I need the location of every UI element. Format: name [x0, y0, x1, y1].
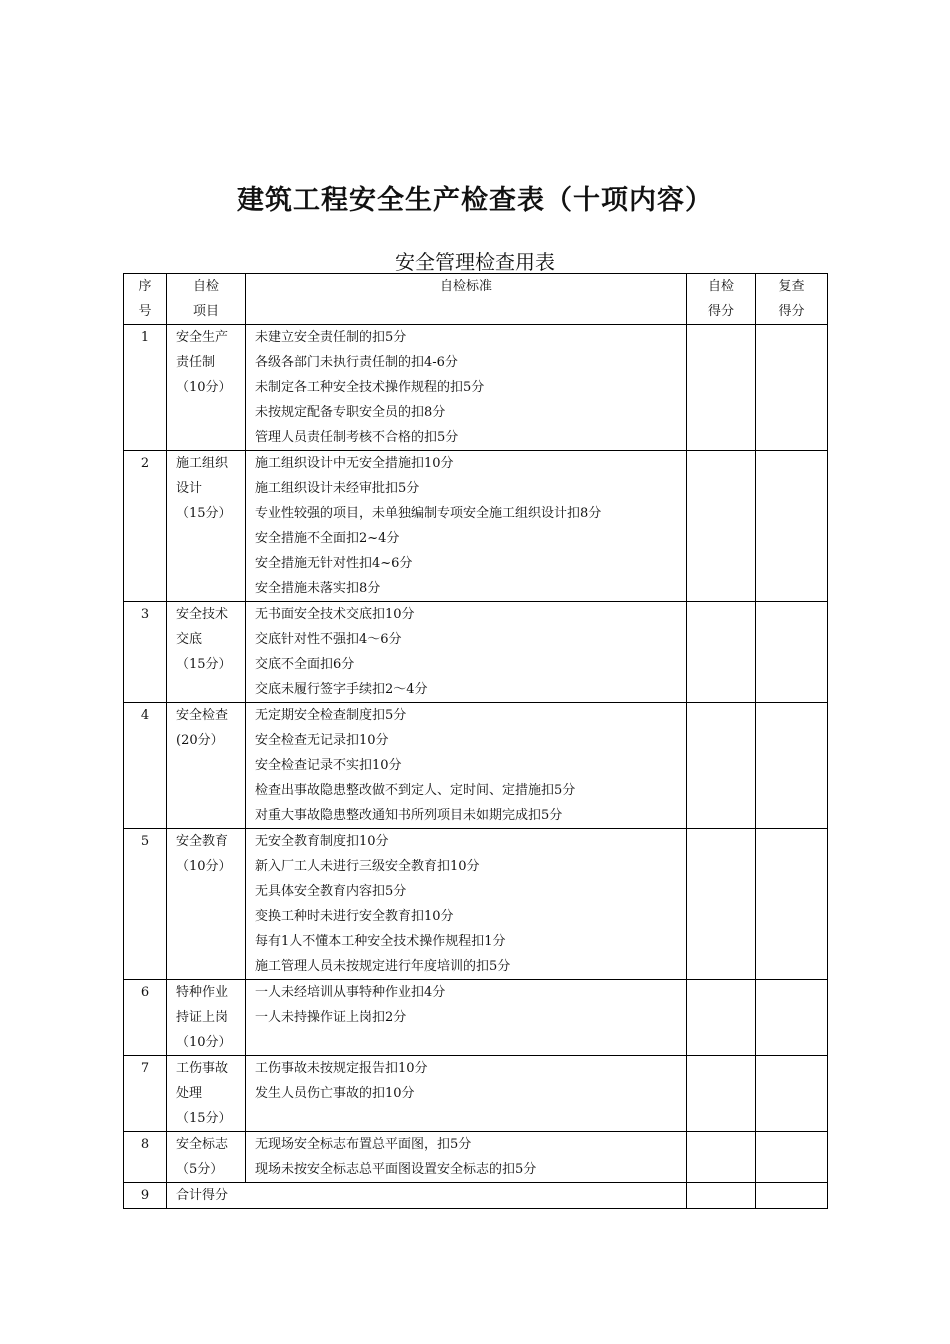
header-self-line1: 自检 — [707, 279, 734, 294]
recheck-score-cell[interactable] — [756, 980, 828, 1056]
table-row — [124, 703, 828, 829]
header-item — [167, 274, 246, 325]
row-number — [124, 602, 167, 703]
row-item — [167, 325, 246, 451]
row-item — [167, 829, 246, 980]
self-score-cell[interactable] — [687, 1183, 756, 1209]
standard-line: 专业性较强的项目，未单独编制专项安全施工组织设计扣8分 — [255, 506, 602, 521]
recheck-score-cell[interactable] — [756, 325, 828, 451]
standard-line: 各级各部门未执行责任制的扣4-6分 — [255, 355, 458, 370]
row-number-text: 6 — [140, 985, 150, 1000]
standard-line: 交底未履行签字手续扣2～4分 — [255, 682, 428, 697]
row-number — [124, 325, 167, 451]
standard-line: 未按规定配备专职安全员的扣8分 — [255, 405, 446, 420]
standard-line: 无安全教育制度扣10分 — [255, 834, 389, 849]
self-score-cell[interactable] — [687, 1132, 756, 1183]
row-number-text: 9 — [140, 1188, 150, 1203]
row-item-line: 特种作业 — [176, 985, 229, 1000]
row-item-line: 施工组织 — [176, 456, 229, 471]
row-item — [167, 1183, 687, 1209]
standard-line: 对重大事故隐患整改通知书所列项目未如期完成扣5分 — [255, 808, 563, 823]
standard-line: 无定期安全检查制度扣5分 — [255, 708, 407, 723]
standard-line: 管理人员责任制考核不合格的扣5分 — [255, 430, 459, 445]
row-item-line: 安全技术 — [176, 607, 229, 622]
row-number — [124, 1056, 167, 1132]
self-score-cell[interactable] — [687, 980, 756, 1056]
row-number-text: 3 — [140, 607, 150, 622]
standard-line: 检查出事故隐患整改做不到定人、定时间、定措施扣5分 — [255, 783, 576, 798]
row-item-line: 安全生产 — [176, 330, 229, 345]
recheck-score-cell[interactable] — [756, 1183, 828, 1209]
standard-line: 安全检查记录不实扣10分 — [255, 758, 402, 773]
standard-line: 未建立安全责任制的扣5分 — [255, 330, 407, 345]
standard-line: 新入厂工人未进行三级安全教育扣10分 — [255, 859, 480, 874]
header-item-line1: 自检 — [192, 279, 219, 294]
table-row — [124, 829, 828, 980]
row-standards — [246, 1132, 687, 1183]
standard-line: 安全措施不全面扣2~4分 — [255, 531, 400, 546]
standard-line: 无现场安全标志布置总平面图，扣5分 — [255, 1137, 472, 1152]
standard-line: 无书面安全技术交底扣10分 — [255, 607, 415, 622]
row-item — [167, 602, 246, 703]
row-number — [124, 703, 167, 829]
table-row — [124, 1183, 828, 1209]
inspection-table — [123, 273, 828, 1209]
row-item — [167, 1132, 246, 1183]
row-number — [124, 1132, 167, 1183]
row-item-line: (20分） — [176, 733, 224, 748]
standard-line: 施工管理人员未按规定进行年度培训的扣5分 — [255, 959, 511, 974]
standard-line: 变换工种时未进行安全教育扣10分 — [255, 909, 454, 924]
row-standards — [246, 1056, 687, 1132]
standard-line: 一人未经培训从事特种作业扣4分 — [255, 985, 446, 1000]
standard-line: 施工组织设计中无安全措施扣10分 — [255, 456, 454, 471]
header-item-line2: 项目 — [192, 304, 219, 319]
standard-line: 交底针对性不强扣4～6分 — [255, 632, 402, 647]
header-no-line1: 序 — [138, 279, 152, 294]
row-item-line: 处理 — [176, 1086, 203, 1101]
table-row — [124, 1132, 828, 1183]
row-number — [124, 1183, 167, 1209]
header-standard — [246, 274, 687, 325]
standard-line: 工伤事故未按规定报告扣10分 — [255, 1061, 428, 1076]
row-item-line: 设计 — [176, 481, 203, 496]
recheck-score-cell[interactable] — [756, 602, 828, 703]
row-standards — [246, 980, 687, 1056]
row-number-text: 7 — [140, 1061, 150, 1076]
recheck-score-cell[interactable] — [756, 703, 828, 829]
standard-line: 施工组织设计未经审批扣5分 — [255, 481, 420, 496]
header-self-line2: 得分 — [707, 304, 734, 319]
row-item — [167, 980, 246, 1056]
self-score-cell[interactable] — [687, 1056, 756, 1132]
row-item — [167, 451, 246, 602]
row-item-line: （15分） — [176, 657, 232, 672]
standard-line: 无具体安全教育内容扣5分 — [255, 884, 407, 899]
recheck-score-cell[interactable] — [756, 829, 828, 980]
row-number — [124, 980, 167, 1056]
standard-line: 交底不全面扣6分 — [255, 657, 355, 672]
self-score-cell[interactable] — [687, 325, 756, 451]
header-row — [124, 274, 828, 325]
table-row — [124, 980, 828, 1056]
standard-line: 发生人员伤亡事故的扣10分 — [255, 1086, 415, 1101]
header-recheck-line1: 复查 — [778, 279, 805, 294]
header-standard-label: 自检标准 — [439, 279, 492, 294]
row-item-line: 持证上岗 — [176, 1010, 229, 1025]
row-item — [167, 703, 246, 829]
standard-line: 一人未持操作证上岗扣2分 — [255, 1010, 407, 1025]
row-number — [124, 829, 167, 980]
table-row — [124, 325, 828, 451]
row-item-line: 工伤事故 — [176, 1061, 229, 1076]
row-number-text: 5 — [140, 834, 150, 849]
self-score-cell[interactable] — [687, 703, 756, 829]
row-number-text: 2 — [140, 456, 150, 471]
row-number-text: 4 — [140, 708, 150, 723]
row-number — [124, 451, 167, 602]
row-item-line: （5分） — [176, 1162, 224, 1177]
header-recheck-line2: 得分 — [778, 304, 805, 319]
row-standards — [246, 829, 687, 980]
row-item-line: （15分） — [176, 506, 232, 521]
table-row — [124, 602, 828, 703]
row-number-text: 8 — [140, 1137, 150, 1152]
header-recheck-score — [756, 274, 828, 325]
standard-line: 安全措施未落实扣8分 — [255, 581, 381, 596]
row-item-line: 合计得分 — [176, 1188, 229, 1203]
standard-line: 安全措施无针对性扣4~6分 — [255, 556, 413, 571]
table-subtitle: 安全管理检查用表 — [395, 250, 555, 274]
row-item-line: 安全标志 — [176, 1137, 229, 1152]
header-no — [124, 274, 167, 325]
row-item-line: （10分） — [176, 859, 232, 874]
table-row — [124, 451, 828, 602]
self-score-cell[interactable] — [687, 602, 756, 703]
row-item-line: 交底 — [176, 632, 203, 647]
standard-line: 每有1人不懂本工种安全技术操作规程扣1分 — [255, 934, 506, 949]
standard-line: 安全检查无记录扣10分 — [255, 733, 389, 748]
row-standards — [246, 602, 687, 703]
standard-line: 未制定各工种安全技术操作规程的扣5分 — [255, 380, 485, 395]
row-item-line: 安全教育 — [176, 834, 229, 849]
row-item-line: （10分） — [176, 380, 232, 395]
standard-line: 现场未按安全标志总平面图设置安全标志的扣5分 — [255, 1162, 537, 1177]
recheck-score-cell[interactable] — [756, 451, 828, 602]
header-no-line2: 号 — [138, 304, 152, 319]
row-item-line: （15分） — [176, 1111, 232, 1126]
recheck-score-cell[interactable] — [756, 1132, 828, 1183]
table-row — [124, 1056, 828, 1132]
row-item-line: （10分） — [176, 1035, 232, 1050]
row-standards — [246, 703, 687, 829]
row-number-text: 1 — [140, 330, 150, 345]
self-score-cell[interactable] — [687, 451, 756, 602]
row-item-line: 责任制 — [176, 355, 216, 370]
row-item — [167, 1056, 246, 1132]
recheck-score-cell[interactable] — [756, 1056, 828, 1132]
row-item-line: 安全检查 — [176, 708, 229, 723]
row-standards — [246, 451, 687, 602]
self-score-cell[interactable] — [687, 829, 756, 980]
header-self-score — [687, 274, 756, 325]
document-title: 建筑工程安全生产检查表（十项内容） — [237, 185, 713, 216]
row-standards — [246, 325, 687, 451]
